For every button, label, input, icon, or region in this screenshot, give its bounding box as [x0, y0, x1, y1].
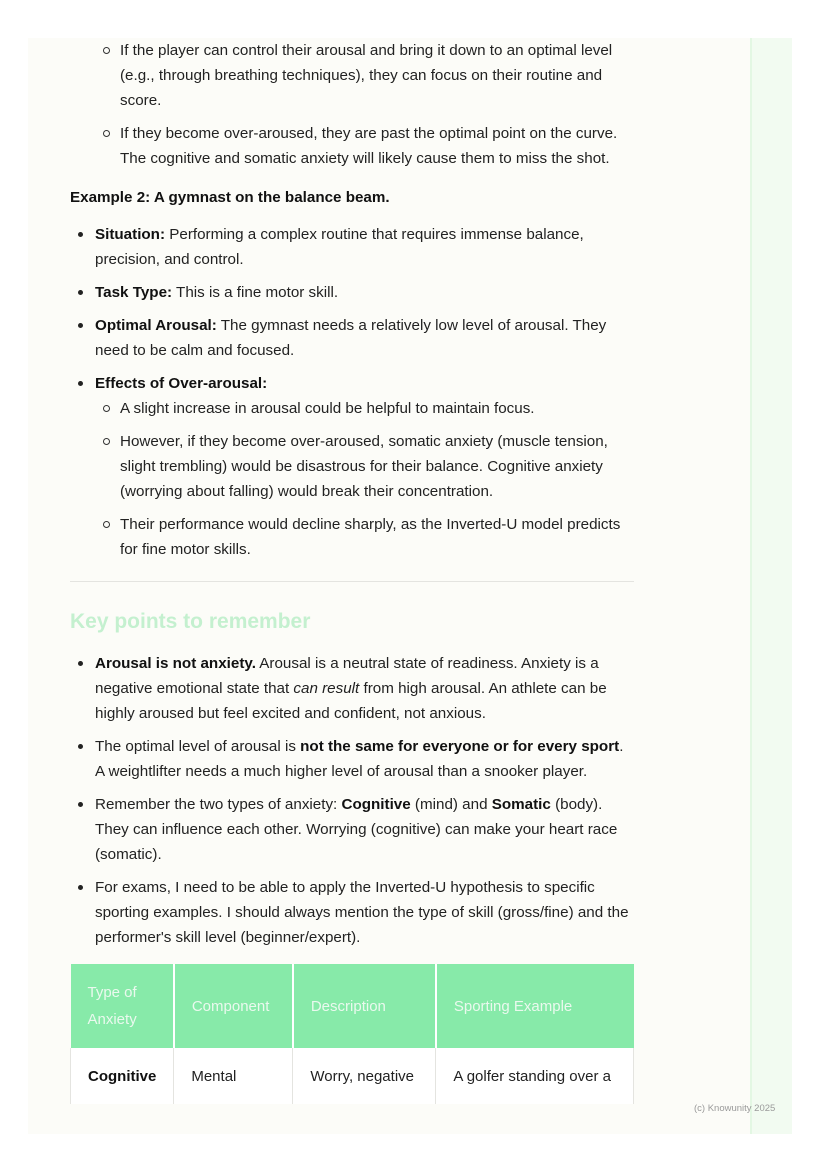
key-point-text: (body). They can influence each other. Worrying (cognitive) can make your heart race (somatic).: [95, 796, 618, 863]
key-point-text: Arousal is a neutral state of readiness. Anxiety is a negative emotional state that: [95, 655, 599, 697]
anxiety-types-table: [70, 964, 634, 1104]
key-point-4: For exams, I need to be able to apply the Inverted-U hypothesis to specific sporting examples. I should always mention the type of skill (gross/fine) and the performer's skill level (beginner/expert).: [70, 875, 634, 950]
key-points-heading: Key points to remember: [70, 610, 311, 633]
key-point-1: [70, 651, 634, 726]
cell-component: Mental: [174, 1048, 293, 1104]
item-label: Situation:: [95, 226, 166, 243]
key-point-2: [70, 734, 634, 784]
example-2-task-type: [70, 280, 634, 305]
key-point-bold: not the same for everyone or for every sport: [300, 738, 620, 755]
item-label: Task Type:: [95, 284, 173, 301]
key-point-emphasis: can result: [293, 680, 360, 697]
example-2-heading: Example 2: A gymnast on the balance beam.: [70, 189, 390, 206]
table-header-row: [71, 964, 634, 1048]
key-point-text: Remember the two types of anxiety:: [95, 796, 342, 813]
header-type-of-anxiety: Type of Anxiety: [71, 964, 174, 1048]
effect-bullet-2: However, if they become over-aroused, somatic anxiety (muscle tension, slight trembling) would be disastrous for their balance. Cognitive anxiety (worrying about falling) would break their concentration.: [95, 429, 634, 504]
key-point-text: from high arousal. An athlete can be highly aroused but feel excited and confident, not anxious.: [95, 680, 607, 722]
header-component: Component: [174, 964, 293, 1048]
cell-type-text: Cognitive: [88, 1067, 157, 1085]
example-2-optimal-arousal: [70, 313, 634, 363]
key-point-text: (mind) and: [410, 796, 492, 813]
side-margin-stripe: [750, 38, 792, 1134]
cell-description: Worry, negative: [293, 1048, 436, 1104]
item-text: This is a fine motor skill.: [172, 284, 339, 301]
key-points-list: [70, 651, 634, 950]
intro-bullet-2: If they become over-aroused, they are past the optimal point on the curve. The cognitive and somatic anxiety will likely cause them to miss the shot.: [70, 121, 634, 171]
effect-bullet-1: A slight increase in arousal could be helpful to maintain focus.: [95, 396, 634, 421]
intro-sub-list: [70, 38, 634, 171]
example-2-situation: [70, 222, 634, 272]
cell-type: [71, 1048, 174, 1104]
table-row: [71, 1048, 634, 1104]
example-2-effects: [70, 371, 634, 562]
key-point-bold: Cognitive: [341, 796, 411, 813]
section-divider: [70, 581, 634, 582]
item-label: Effects of Over-arousal:: [95, 375, 268, 392]
copyright-footer: (c) Knowunity 2025: [694, 1103, 776, 1114]
key-point-bold: Somatic: [491, 796, 551, 813]
effects-sub-list: [95, 396, 634, 562]
key-point-bold: Arousal is not anxiety.: [95, 655, 256, 672]
intro-bullet-1: If the player can control their arousal and bring it down to an optimal level (e.g., through breathing techniques), they can focus on their routine and score.: [70, 38, 634, 113]
effect-bullet-3: Their performance would decline sharply, as the Inverted-U model predicts for fine motor skills.: [95, 512, 634, 562]
key-point-text: . A weightlifter needs a much higher level of arousal than a snooker player.: [95, 738, 624, 780]
item-text: Performing a complex routine that requires immense balance, precision, and control.: [95, 226, 584, 268]
header-sporting-example: Sporting Example: [436, 964, 634, 1048]
document-content: [70, 38, 634, 1104]
item-label: Optimal Arousal:: [95, 317, 217, 334]
example-2-list: [70, 222, 634, 562]
header-description: Description: [293, 964, 436, 1048]
cell-sporting-example: A golfer standing over a: [436, 1048, 634, 1104]
key-point-3: [70, 792, 634, 867]
item-text: The gymnast needs a relatively low level of arousal. They need to be calm and focused.: [95, 317, 607, 359]
key-point-text: The optimal level of arousal is: [95, 738, 301, 755]
